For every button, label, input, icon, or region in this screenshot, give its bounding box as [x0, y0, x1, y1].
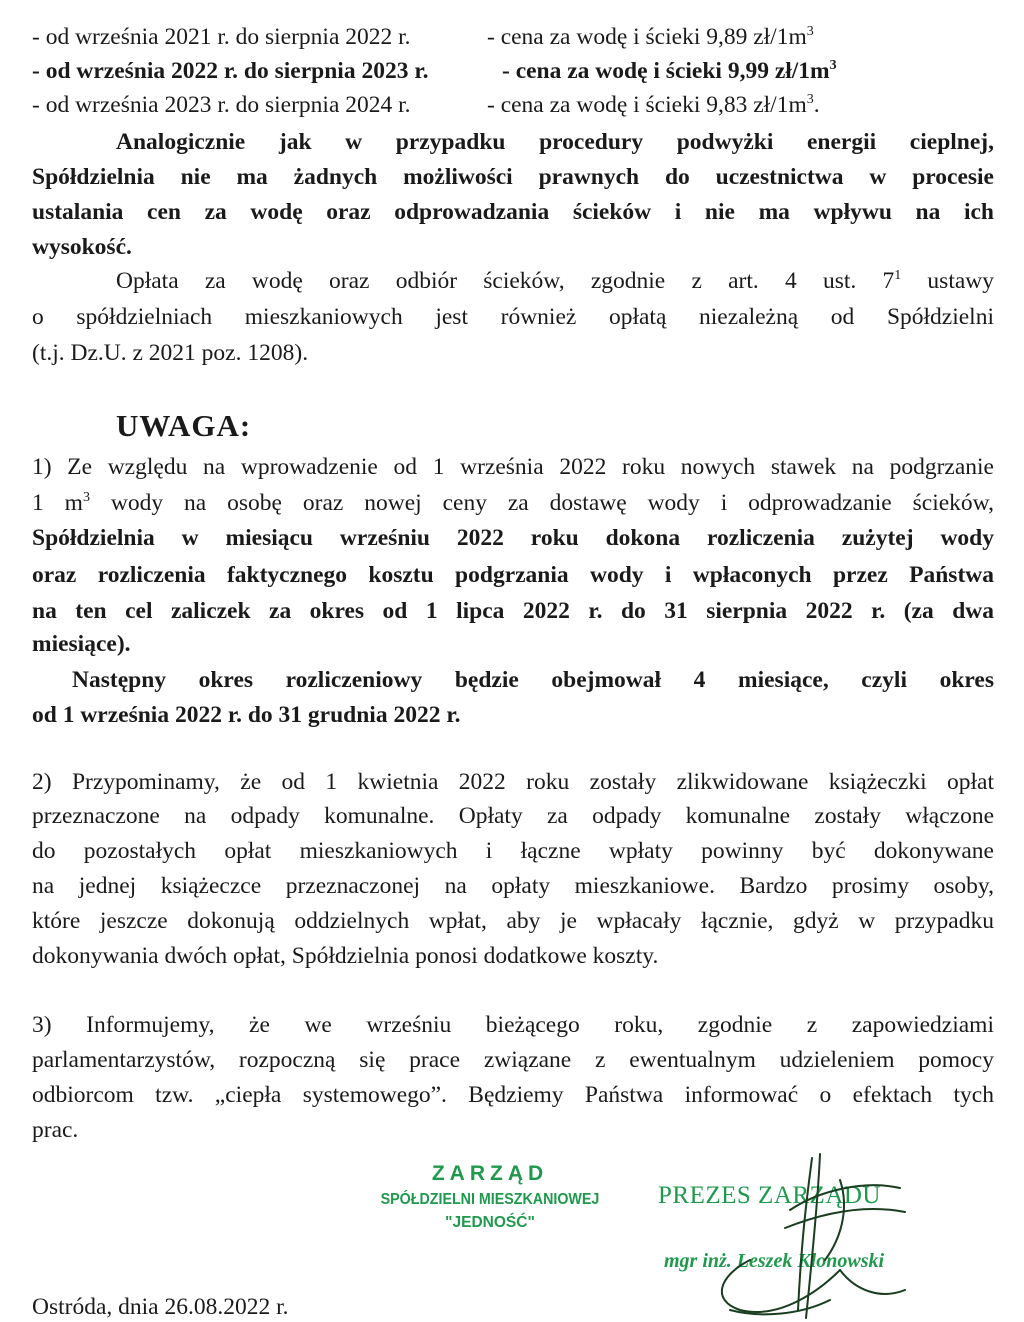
- note-line: od 1 września 2022 r. do 31 grudnia 2022 r.: [32, 702, 461, 728]
- note-line: do pozostałych opłat mieszkaniowych i łączne wpłaty powinny być dokonywane: [32, 838, 994, 864]
- note-line: Następny okres rozliczeniowy będzie obejmował 4 miesiące, czyli okres: [72, 667, 994, 693]
- president-name: mgr inż. Leszek Klonowski: [664, 1250, 885, 1272]
- rate-price: - cena za wodę i ścieki 9,83 $zł/1m^3$.: [487, 92, 820, 118]
- note-line: oraz rozliczenia faktycznego kosztu podgrzania wody i wpłaconych przez Państwa: [32, 562, 994, 588]
- note-line: które jeszcze dokonują oddzielnych wpłat, aby je wpłacały łącznie, gdyż w przypadku: [32, 908, 994, 934]
- rate-period: - od września 2022 r. do sierpnia 2023 r.: [32, 58, 429, 84]
- footer-date: Ostróda, dnia 26.08.2022 r.: [32, 1294, 289, 1320]
- paragraph-line: Spółdzielnia nie ma żadnych możliwości prawnych do uczestnictwa w procesie: [32, 164, 994, 190]
- note-line: 1 $m^3$ wody na osobę oraz nowej ceny za dostawę wody i odprowadzanie ścieków,: [32, 490, 994, 516]
- note-line: miesiące).: [32, 631, 131, 657]
- rate-period: - od września 2021 r. do sierpnia 2022 r.: [32, 24, 411, 50]
- rate-period: - od września 2023 r. do sierpnia 2024 r.: [32, 92, 411, 118]
- paragraph-line: ustalania cen za wodę oraz odprowadzania ścieków i nie ma wpływu na ich: [32, 199, 994, 225]
- president-title: PREZES ZARZĄDU: [658, 1182, 881, 1209]
- note-line: parlamentarzystów, rozpoczną się prace związane z ewentualnym udzieleniem pomocy: [32, 1047, 994, 1073]
- rate-price: - cena za wodę i ścieki 9,99 $zł/1m^3$: [502, 58, 837, 84]
- note-line: 3) Informujemy, że we wrześniu bieżącego roku, zgodnie z zapowiedziami: [32, 1012, 994, 1038]
- uwaga-heading: UWAGA:: [116, 408, 252, 443]
- note-line: 2) Przypominamy, że od 1 kwietnia 2022 roku zostały zlikwidowane książeczki opłat: [32, 769, 994, 795]
- note-line: na jednej książeczce przeznaczonej na opłaty mieszkaniowe. Bardzo prosimy osoby,: [32, 873, 994, 899]
- board-stamp: [355, 1160, 625, 1234]
- note-line: dokonywania dwóch opłat, Spółdzielnia ponosi dodatkowe koszty.: [32, 943, 659, 969]
- paragraph-line: o spółdzielniach mieszkaniowych jest również opłatą niezależną od Spółdzielni: [32, 304, 994, 330]
- paragraph-line: (t.j. Dz.U. z 2021 poz. 1208).: [32, 340, 309, 366]
- paragraph-line: wysokość.: [32, 234, 132, 260]
- note-line: odbiorcom tzw. „ciepła systemowego”. Będziemy Państwa informować o efektach tych: [32, 1082, 994, 1108]
- note-line: 1) Ze względu na wprowadzenie od 1 września 2022 roku nowych stawek na podgrzanie: [32, 454, 994, 480]
- note-line: prac.: [32, 1117, 79, 1143]
- rate-line-2022: [32, 56, 994, 86]
- rate-price: - cena za wodę i ścieki 9,89 $zł/1m^3$: [487, 24, 814, 50]
- rate-line-2021: [32, 22, 994, 52]
- paragraph-line: Opłata za wodę oraz odbiór ścieków, zgodnie z art. 4 ust. $7^1$ ustawy: [116, 268, 995, 294]
- stamp-name: "JEDNOŚĆ": [445, 1214, 535, 1231]
- paragraph-line: Analogicznie jak w przypadku procedury podwyżki energii cieplnej,: [116, 129, 994, 155]
- rate-line-2023: [32, 90, 994, 120]
- note-line: na ten cel zaliczek za okres od 1 lipca 2022 r. do 31 sierpnia 2022 r. (za dwa: [32, 598, 994, 624]
- note-line: Spółdzielnia w miesiącu wrześniu 2022 roku dokona rozliczenia zużytej wody: [32, 525, 994, 551]
- stamp-org: SPÓŁDZIELNI MIESZKANIOWEJ: [380, 1191, 600, 1208]
- note-line: przeznaczone na odpady komunalne. Opłaty za odpady komunalne zostały włączone: [32, 803, 994, 829]
- stamp-title: ZARZĄD: [431, 1162, 549, 1185]
